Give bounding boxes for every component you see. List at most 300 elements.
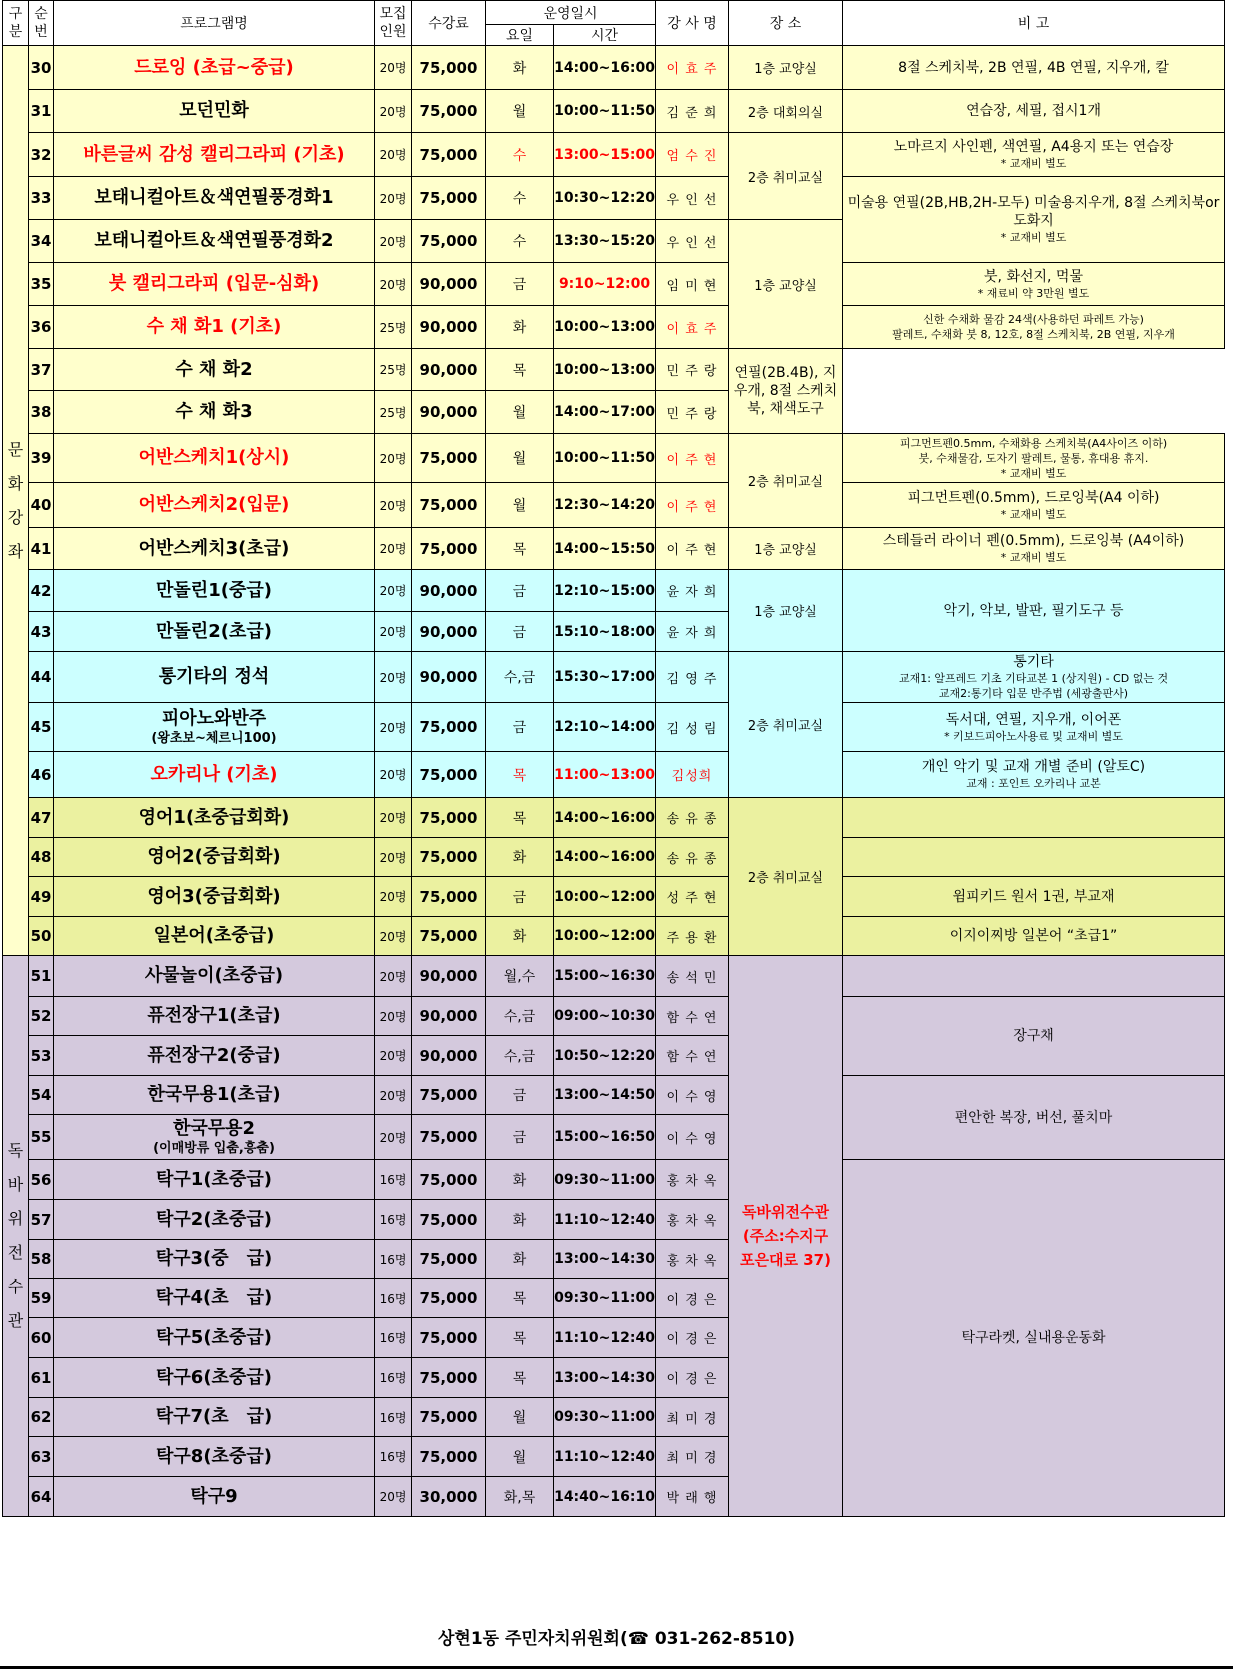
footer-rule	[0, 1666, 1233, 1669]
time-text: 12:30~14:20	[554, 497, 655, 513]
time-text: 14:00~15:50	[554, 540, 655, 557]
fee-text: 75,000	[419, 1447, 478, 1466]
category-dokbawi	[3, 956, 29, 1517]
day	[486, 1160, 554, 1200]
number-text: 61	[30, 1368, 52, 1387]
note-line: 독서대, 연필, 지우개, 이어폰	[945, 711, 1122, 728]
fee-text: 75,000	[419, 232, 478, 250]
fee-text: 75,000	[419, 1289, 478, 1307]
time-text: 15:10~18:00	[554, 623, 655, 640]
capacity-text: 20명	[379, 1088, 407, 1103]
program-name-text: 오카리나 (기초)	[150, 763, 278, 785]
row-number	[29, 1437, 54, 1477]
row-number	[29, 349, 54, 391]
table-row	[3, 1160, 1225, 1200]
fee-text: 90,000	[419, 1007, 478, 1025]
number-text: 47	[30, 808, 52, 827]
capacity	[375, 1358, 412, 1398]
fee	[412, 917, 486, 956]
capacity	[375, 1398, 412, 1437]
fee-text: 90,000	[419, 1046, 478, 1065]
day-text: 월	[512, 451, 527, 467]
capacity-text: 16명	[379, 1173, 407, 1187]
note-line: 스테들러 라이너 펜(0.5mm), 드로잉북 (A4이하)	[882, 533, 1185, 549]
instructor	[656, 434, 729, 483]
table-row	[3, 483, 1225, 528]
instructor-text: 김 영 주	[666, 671, 718, 687]
program-name-text: 탁구5(초중급)	[156, 1326, 272, 1348]
note-line: 붓, 화선지, 먹물	[984, 268, 1083, 285]
program-name	[54, 306, 375, 349]
note	[843, 570, 1225, 652]
time	[554, 1240, 656, 1279]
capacity	[375, 877, 412, 917]
day-text: 목	[512, 362, 527, 379]
day	[486, 434, 554, 483]
note-line: 노마르지 사인펜, 색연필, A4용지 또는 연습장	[893, 139, 1174, 155]
fee-text: 75,000	[419, 539, 478, 558]
note	[843, 263, 1225, 306]
day-text: 목	[512, 810, 527, 827]
fee-text: 75,000	[419, 1368, 478, 1387]
capacity	[375, 612, 412, 652]
number-text: 37	[30, 360, 52, 379]
day	[486, 877, 554, 917]
fee-text: 75,000	[419, 927, 478, 945]
capacity	[375, 1437, 412, 1477]
program-name-text: 영어2(중급회화)	[147, 846, 281, 867]
program-name	[54, 752, 375, 798]
program-name-text: 탁구8(초중급)	[156, 1445, 272, 1467]
fee-text: 75,000	[419, 848, 478, 866]
day	[486, 1477, 554, 1517]
time-text: 11:00~13:00	[554, 766, 655, 783]
time	[554, 1358, 656, 1398]
fee	[412, 1240, 486, 1279]
instructor	[656, 90, 729, 133]
program-name-text: 수 채 화2	[175, 358, 253, 380]
instructor-text: 우 인 선	[666, 235, 718, 251]
instructor	[656, 391, 729, 434]
instructor	[656, 917, 729, 956]
day	[486, 612, 554, 652]
time	[554, 1477, 656, 1517]
program-name	[54, 917, 375, 956]
day-text: 목	[512, 1291, 527, 1307]
day	[486, 752, 554, 798]
number-text: 40	[30, 496, 52, 514]
note-line: 교재 : 포인트 오카리나 교본	[966, 777, 1101, 790]
fee	[412, 1477, 486, 1517]
location-text: 2층 취미교실	[747, 871, 824, 886]
number-text: 51	[30, 967, 52, 985]
day-text: 화	[512, 1172, 527, 1189]
time	[554, 798, 656, 838]
instructor	[656, 263, 729, 306]
note-line: 8절 스케치북, 2B 연필, 4B 연필, 지우개, 칼	[898, 59, 1169, 76]
capacity	[375, 652, 412, 703]
fee	[412, 90, 486, 133]
fee	[412, 1036, 486, 1076]
capacity-text: 20명	[379, 969, 407, 984]
capacity-text: 25명	[379, 363, 407, 377]
header-capacity: 모집 인원	[375, 1, 412, 46]
table-row	[3, 90, 1225, 133]
table-row	[3, 917, 1225, 956]
time-text: 11:10~12:40	[554, 1329, 655, 1346]
number-text: 46	[30, 765, 52, 784]
time	[554, 652, 656, 703]
footer-contact: 상현1동 주민자치위원회(☎ 031-262-8510)	[438, 1629, 795, 1649]
time-text: 14:00~16:00	[554, 809, 655, 826]
program-name	[54, 1160, 375, 1200]
program-name	[54, 838, 375, 877]
day	[486, 391, 554, 434]
program-name	[54, 1477, 375, 1517]
number-text: 36	[30, 318, 52, 336]
note-line: 교재1: 알프레드 기초 기타교본 1 (상지원) - CD 없는 것	[898, 672, 1169, 685]
instructor-text: 송 유 종	[666, 851, 718, 867]
number-text: 64	[30, 1487, 52, 1506]
instructor	[656, 1160, 729, 1200]
note-line: 미술용 연필(2B,HB,2H-모두) 미술용지우개, 8절 스케치북or도화지	[847, 195, 1220, 229]
number-text: 32	[30, 145, 52, 164]
header-program: 프로그램명	[54, 1, 375, 46]
time	[554, 177, 656, 220]
number-text: 54	[30, 1086, 52, 1104]
instructor	[656, 997, 729, 1036]
fee	[412, 612, 486, 652]
time	[554, 133, 656, 177]
capacity	[375, 306, 412, 349]
row-number	[29, 917, 54, 956]
location-text: 1층 교양실	[754, 278, 817, 294]
fee	[412, 1358, 486, 1398]
program-name	[54, 956, 375, 997]
day-text: 금	[512, 1088, 527, 1104]
capacity-text: 20명	[379, 1130, 407, 1145]
time	[554, 1437, 656, 1477]
note-line: 편안한 복장, 버선, 풀치마	[954, 1109, 1113, 1126]
program-name-text: 보태니컬아트＆색연필풍경화1	[94, 187, 334, 208]
capacity-text: 16명	[379, 1252, 407, 1267]
capacity	[375, 1115, 412, 1160]
instructor-text: 이 수 영	[666, 1131, 718, 1147]
fee	[412, 46, 486, 90]
program-schedule-table	[2, 0, 1225, 1517]
capacity	[375, 1076, 412, 1115]
location	[729, 956, 843, 1517]
number-text: 45	[30, 718, 52, 736]
program-name	[54, 997, 375, 1036]
note	[843, 652, 1225, 703]
note-line: 개인 악기 및 교재 개별 준비 (알토C)	[921, 759, 1146, 775]
day-text: 월	[512, 1410, 527, 1426]
instructor-text: 이 주 현	[666, 452, 718, 468]
location	[729, 220, 843, 349]
day	[486, 263, 554, 306]
fee	[412, 838, 486, 877]
capacity	[375, 997, 412, 1036]
program-name	[54, 703, 375, 752]
number-text: 58	[30, 1250, 52, 1268]
instructor	[656, 877, 729, 917]
note	[843, 434, 1225, 483]
program-subtitle: (왕초보~체르니100)	[151, 730, 277, 746]
fee-text: 75,000	[419, 58, 478, 77]
instructor-text: 민 주 랑	[666, 406, 718, 422]
note-line: 피그먼트펜0.5mm, 수채화용 스케치북(A4사이즈 이하)	[899, 436, 1168, 450]
time-text: 14:00~16:00	[554, 849, 655, 865]
time	[554, 570, 656, 612]
header-number: 순 번	[29, 1, 54, 46]
number-text: 48	[30, 848, 52, 866]
program-name	[54, 1240, 375, 1279]
instructor	[656, 46, 729, 90]
note-line: 연필(2B.4B), 지우개, 8절 스케치북, 채색도구	[733, 365, 838, 417]
capacity	[375, 220, 412, 263]
location	[729, 133, 843, 220]
fee-text: 75,000	[419, 1250, 478, 1268]
instructor	[656, 1076, 729, 1115]
note	[843, 917, 1225, 956]
time	[554, 46, 656, 90]
time	[554, 997, 656, 1036]
note	[843, 838, 1225, 877]
time-text: 10:00~13:00	[554, 361, 655, 378]
instructor	[656, 652, 729, 703]
instructor	[656, 483, 729, 528]
day-text: 금	[512, 277, 527, 293]
capacity	[375, 1036, 412, 1076]
table-row	[3, 46, 1225, 90]
day	[486, 133, 554, 177]
program-name	[54, 90, 375, 133]
time-text: 10:30~12:20	[554, 190, 655, 206]
row-number	[29, 1318, 54, 1358]
row-number	[29, 612, 54, 652]
number-text: 44	[30, 668, 52, 686]
instructor-text: 이 효 주	[666, 62, 718, 77]
day-text: 목	[512, 767, 527, 784]
day	[486, 306, 554, 349]
note-line: * 교재비 별도	[1000, 157, 1067, 170]
capacity-text: 20명	[379, 234, 407, 249]
row-number	[29, 306, 54, 349]
number-text: 55	[30, 1128, 52, 1146]
fee-text: 30,000	[419, 1487, 478, 1506]
instructor-text: 송 석 민	[666, 970, 718, 986]
time-text: 13:30~15:20	[554, 233, 655, 249]
row-number	[29, 798, 54, 838]
program-name	[54, 652, 375, 703]
capacity-text: 16명	[379, 1450, 407, 1464]
day-text: 화	[512, 320, 527, 336]
capacity	[375, 349, 412, 391]
capacity-text: 20명	[379, 61, 407, 75]
note	[729, 349, 843, 434]
location	[729, 528, 843, 570]
instructor-text: 이 경 은	[666, 1372, 718, 1387]
instructor	[656, 1437, 729, 1477]
program-name	[54, 1437, 375, 1477]
capacity-text: 20명	[379, 811, 407, 825]
row-number	[29, 997, 54, 1036]
capacity-text: 20명	[379, 850, 407, 865]
location-text: 1층 교양실	[754, 543, 817, 558]
time-text: 9:10~12:00	[558, 276, 651, 292]
row-number	[29, 1036, 54, 1076]
time	[554, 263, 656, 306]
table-row	[3, 391, 1225, 434]
day-text: 화	[512, 1212, 527, 1229]
number-text: 52	[30, 1007, 52, 1025]
day-text: 수,금	[503, 670, 536, 686]
fee-text: 90,000	[419, 581, 478, 600]
time-text: 11:10~12:40	[554, 1448, 655, 1465]
day	[486, 1437, 554, 1477]
fee-text: 75,000	[419, 1086, 478, 1104]
number-text: 39	[30, 449, 52, 467]
instructor-text: 최 미 경	[666, 1451, 718, 1466]
program-name-text: 만돌린1(중급)	[156, 579, 272, 601]
capacity	[375, 177, 412, 220]
program-name-text: 한국무용1(초급)	[147, 1084, 281, 1105]
fee-text: 75,000	[419, 1408, 478, 1426]
fee	[412, 798, 486, 838]
location-text: 1층 교양실	[754, 605, 817, 620]
instructor	[656, 703, 729, 752]
time	[554, 752, 656, 798]
note	[843, 133, 1225, 177]
program-name	[54, 570, 375, 612]
instructor	[656, 570, 729, 612]
fee-text: 75,000	[419, 718, 478, 736]
row-number	[29, 46, 54, 90]
fee	[412, 570, 486, 612]
note-line: 악기, 악보, 발판, 필기도구 등	[943, 602, 1124, 619]
instructor	[656, 838, 729, 877]
note	[843, 90, 1225, 133]
row-number	[29, 177, 54, 220]
time-text: 13:00~14:30	[554, 1251, 655, 1267]
note-line: 탁구라켓, 실내용운동화	[961, 1330, 1106, 1346]
capacity-text: 20명	[379, 148, 407, 162]
note-line: 연습장, 세필, 접시1개	[966, 103, 1101, 119]
header-time: 시간	[554, 25, 656, 46]
instructor-text: 홍 차 옥	[666, 1174, 718, 1189]
day-text: 월	[512, 1449, 527, 1466]
time-text: 13:00~14:30	[554, 1369, 655, 1386]
note-line: 피그먼트펜(0.5mm), 드로잉북(A4 이하)	[907, 489, 1160, 506]
day	[486, 917, 554, 956]
time	[554, 349, 656, 391]
fee-text: 90,000	[419, 622, 478, 641]
instructor	[656, 1279, 729, 1318]
time-text: 14:00~16:00	[554, 59, 655, 76]
program-name	[54, 133, 375, 177]
row-number	[29, 1115, 54, 1160]
instructor-text: 박 래 행	[666, 1491, 718, 1506]
number-text: 63	[30, 1447, 52, 1466]
day-text: 월	[512, 498, 527, 514]
header-day: 요일	[486, 25, 554, 46]
time-text: 10:00~13:00	[554, 319, 655, 335]
capacity	[375, 434, 412, 483]
capacity	[375, 752, 412, 798]
fee	[412, 652, 486, 703]
note-line: * 교재비 별도	[1000, 466, 1067, 480]
fee-text: 75,000	[419, 1210, 478, 1229]
location-text: 2층 취미교실	[747, 475, 824, 490]
fee-text: 75,000	[419, 189, 478, 207]
program-name	[54, 612, 375, 652]
day-text: 목	[512, 1330, 527, 1347]
table-row	[3, 528, 1225, 570]
time-text: 10:50~12:20	[554, 1047, 655, 1064]
capacity-text: 16명	[379, 1371, 407, 1385]
program-name	[54, 391, 375, 434]
instructor	[656, 1240, 729, 1279]
capacity	[375, 703, 412, 752]
program-name-text: 어반스케치1(상시)	[138, 447, 290, 468]
fee-text: 75,000	[419, 1128, 478, 1146]
day	[486, 349, 554, 391]
note-line: 붓, 수채물감, 도자기 팔레트, 물통, 휴대용 휴지.	[918, 451, 1149, 465]
capacity-text: 20명	[379, 191, 407, 206]
instructor	[656, 220, 729, 263]
instructor	[656, 1115, 729, 1160]
row-number	[29, 570, 54, 612]
program-name-text: 탁구9	[190, 1485, 238, 1507]
time-text: 10:00~11:50	[554, 103, 655, 119]
note	[843, 877, 1225, 917]
note	[843, 798, 1225, 838]
program-name	[54, 177, 375, 220]
row-number	[29, 1076, 54, 1115]
number-text: 38	[30, 403, 52, 421]
fee	[412, 1398, 486, 1437]
fee-text: 75,000	[419, 102, 478, 120]
program-name-text: 드로잉 (초급~중급)	[134, 56, 294, 78]
program-name	[54, 528, 375, 570]
day-text: 수,금	[503, 1048, 536, 1065]
capacity-text: 20명	[379, 720, 407, 735]
fee	[412, 349, 486, 391]
instructor-text: 김 준 희	[666, 105, 718, 121]
day-text: 화,목	[503, 1489, 536, 1506]
program-name-text: 어반스케치2(입문)	[138, 494, 290, 515]
note	[843, 1160, 1225, 1517]
day	[486, 997, 554, 1036]
row-number	[29, 133, 54, 177]
program-name	[54, 483, 375, 528]
instructor	[656, 752, 729, 798]
location	[729, 434, 843, 528]
day	[486, 1036, 554, 1076]
row-number	[29, 1160, 54, 1200]
program-name	[54, 1358, 375, 1398]
fee-text: 75,000	[419, 1328, 478, 1347]
header-instructor: 강 사 명	[656, 1, 729, 46]
table-row	[3, 349, 1225, 391]
day	[486, 177, 554, 220]
instructor-text: 우 인 선	[666, 192, 718, 208]
time-text: 12:10~14:00	[554, 719, 655, 735]
row-number	[29, 1240, 54, 1279]
program-name-text: 사물놀이(초중급)	[144, 965, 284, 986]
instructor-text: 송 유 종	[666, 812, 718, 827]
